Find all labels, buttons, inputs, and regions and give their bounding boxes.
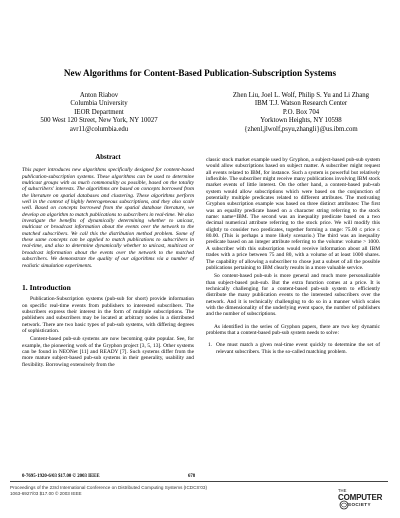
author-left-affiliation: Columbia University (70, 100, 128, 108)
author-left-name: Anton Riabov (79, 92, 119, 99)
right-paragraph-2: So content-based pub-sub is more general and much more personalizable than subject-based pub-sub. But the extra function comes at a price. It is technically challenging for a content-based pub-sub system to efficiently distribute the many publication events to the interested subscribers over the network. And it is technically challenging to do so in a manner which scales with the dimensionality of the underlying event space, the number of publishers and the number of subscriptions. (206, 273, 380, 318)
list-item-number: 1. (208, 342, 213, 349)
author-right-names: Zhen Liu, Joel L. Wolf, Philip S. Yu and Li Zhang (232, 92, 370, 99)
list-item-text: One must match a given real-time event quickly to determine the set of relevant subscribers. This is the so-called matching problem. (216, 342, 380, 355)
footer-isbn-code: 0-7695-1920-6/03 $17.00 © 2003 IEEE (22, 474, 100, 479)
right-column (206, 157, 380, 355)
footer-proceedings-line1: Proceedings of the 23rd International Conference on Distributed Computing Systems (ICDCS'03) (10, 485, 207, 490)
footer-divider (10, 481, 388, 482)
computer-society-logo (338, 486, 390, 512)
left-column (22, 155, 194, 370)
footer-proceedings-line2: 1063-6927/03 $17.00 © 2003 IEEE (10, 490, 82, 496)
problem-list (206, 342, 380, 355)
intro-paragraph-2: Content-based pub-sub systems are now becoming quite popular. See, for example, the pioneering work of the Gryphon project [3, 5, 13]. Other systems can be found in NEONet [11] and READY [7]. Such systems differ from the more mature subject-based pub-sub systems in their generality, usability and flexibility. Borrowing extensively from the (22, 336, 194, 368)
right-paragraph-3: As identified in the series of Gryphon papers, there are two key dynamic problems that a content-based pub-sub system needs to solve: (206, 323, 380, 336)
list-item (206, 342, 380, 355)
author-right-affiliation: IBM T.J. Watson Research Center (254, 100, 348, 108)
logo-text-the: THE (338, 488, 347, 493)
author-left-department: IEOR Department (74, 108, 124, 116)
author-left-email: avr11@columbia.edu (69, 125, 129, 133)
footer-proceedings (10, 485, 310, 496)
intro-paragraph-1: Publication-Subscription systems (pub-sub for short) provide information on specific real-time events from publishers to interested subscribers. The subscribers express their interest in the form of multiple subscriptions. The publishers and subscribers may be located at arbitrary nodes in a distributed network. There are two basic types of pub-sub systems, with differing degrees of sophistication. (22, 296, 194, 334)
author-right-email: {zhenl,jlwolf,psyu,zhangli}@us.ibm.com (244, 125, 358, 133)
logo-text-computer: COMPUTER (338, 493, 383, 502)
abstract-body: This paper introduces new algorithms specifically designed for content-based publication-subscription systems. These algorithms can be used to determine multicast groups with as much commonality as possible, based on the totality of subscribers' interests. The algorithms are based on concepts borrowed from the literature on spatial databases and clustering. These algorithms perform well in the context of highly heterogeneous subscriptions, and they also scale well. Based on concepts borrowed from the spatial database literature, we develop an algorithm to match publications to subscribers in real-time. We also investigate the benefits of dynamically determining whether to unicast, multicast or broadcast information about the events over the network to the matched subscribers. We call this the distribution method problem. Some of these same concepts can be applied to match publications to subscribers in real-time, and also to determine dynamically whether to unicast, multicast or broadcast information about the events over the network to the matched subscribers. We demonstrate the quality of our algorithms via a number of realistic simulation experiments. (22, 167, 194, 269)
author-left-address: 500 West 120 Street, New York, NY 10027 (40, 117, 158, 125)
logo-text-society: SOCIETY (348, 502, 371, 507)
footer-page-number: 678 (188, 474, 196, 479)
author-right-address: Yorktown Heights, NY 10598 (260, 117, 342, 125)
section-heading-introduction: 1. Introduction (22, 282, 71, 292)
author-right (208, 92, 394, 134)
author-block (0, 92, 400, 144)
right-paragraph-1: classic stock market example used by Gryphon, a subject-based pub-sub system would allow subscriptions based on subject matter. A subscriber might request all events related to IBM, for instance. Such a system is powerful but relatively inflexible. The subscriber might receive many publications involving IBM stock market events of little interest. On the other hand, a content-based pub-sub system would allow subscriptions which were based on the conjunction of potentially multiple predicates related to different attributes. The motivating Gryphon subscription example was based on three distinct attributes: The first was an equality predicate based on a character string referring to the stock name: name=IBM. The second was an inequality predicate based on a two decimal numerical attribute referring to the stock price. We will modify this slightly to consider two predicates, together forming a range: 75.00 ≤ price ≤ 80.00. (This is perhaps a more likely scenario.) The third was an inequality predicate based on an integer attribute referring to the volume: volume > 1000. A subscriber with this subscription would receive information about all IBM trades with a price between 75 and 80, with a volume of at least 1000 shares. The capability of allowing a subscriber to chose just a subset of all the possible publications pertaining to IBM clearly results in a more valuable service. (206, 157, 380, 271)
paper-title: New Algorithms for Content-Based Publication-Subscription Systems (63, 68, 337, 78)
author-right-pobox: P.O. Box 704 (282, 108, 320, 116)
author-left (8, 92, 190, 134)
abstract-heading: Abstract (95, 154, 121, 161)
